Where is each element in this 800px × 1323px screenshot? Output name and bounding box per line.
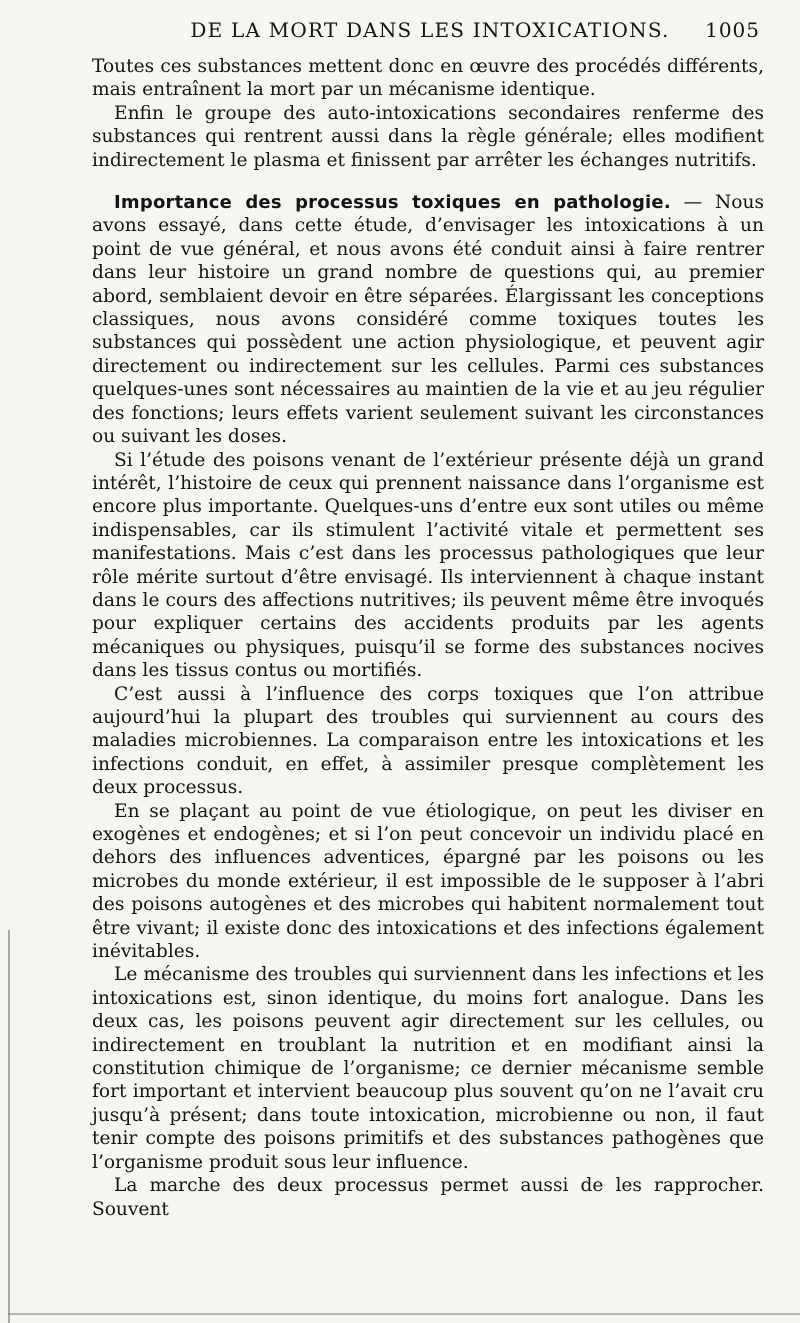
paragraph-2-text: Enfin le groupe des auto-intoxications secondaires renferme des substances qui rentrent aussi dans la règle générale; elles modifient indirectement le plasma et finissent par arrêter les échanges nutritifs. [92, 102, 764, 171]
paragraph-7 [92, 963, 764, 1174]
paragraph-1 [92, 55, 764, 102]
running-head [100, 18, 760, 48]
paragraph-1-text: Toutes ces substances mettent donc en œuvre des procédés différents, mais entraînent la mort par un mécanisme identique. [92, 56, 764, 101]
paragraph-8-text: La marche des deux processus permet aussi de les rapprocher. Souvent [92, 1175, 764, 1220]
paragraph-6-text: En se plaçant au point de vue étiologique, on peut les diviser en exogènes et endogènes; et si l’on peut concevoir un individu placé en dehors des influences adventices, épargné par les poisons ou les microbes du monde extérieur, il est impossible de le supposer à l’abri des poisons autogènes et des microbes qui habitent normalement tout être vivant; il existe donc des intoxications et des infections également inévitables. [92, 800, 764, 963]
page-number: 1005 [705, 18, 760, 42]
paragraph-4-text: Si l’étude des poisons venant de l’extérieur présente déjà un grand intérêt, l’histoire de ceux qui prennent naissance dans l’organisme est encore plus importante. Quelques-uns d’entre eux sont utiles ou même indispensables, car ils stimulent l’activité vitale et permettent ses manifestations. Mais c’est dans les processus pathologiques que leur rôle mérite surtout d’être envisagé. Ils interviennent à chaque instant dans le cours des affections nutritives; ils peuvent même être invoqués pour expliquer certains des accidents produits par les agents mécaniques ou physiques, puisqu’il se forme des substances nocives dans les tissus contus ou mortifiés. [92, 449, 764, 682]
paragraph-3 [92, 191, 764, 448]
paragraph-2 [92, 102, 764, 172]
paragraph-6 [92, 800, 764, 964]
scan-left-rule [8, 930, 10, 1323]
body-text [92, 55, 764, 1221]
section-heading: Importance des processus toxiques en pathologie. [114, 192, 671, 214]
paragraph-3-text: — Nous avons essayé, dans cette étude, d’envisager les intoxications à un point de vue général, et nous avons été conduit ainsi à faire rentrer dans leur histoire un grand nombre de questions qui, au premier abord, semblaient devoir en être séparées. Élargissant les conceptions classiques, nous avons considéré comme toxiques toutes les substances qui possèdent une action physiologique, et peuvent agir directement ou indirectement sur les cellules. Parmi ces substances quelques-unes sont nécessaires au maintien de la vie et au jeu régulier des fonctions; leurs effets varient seulement suivant les circonstances ou suivant les doses. [92, 192, 764, 448]
paragraph-5 [92, 683, 764, 800]
paragraph-8 [92, 1174, 764, 1221]
scan-bottom-rule [8, 1313, 800, 1315]
paragraph-5-text: C’est aussi à l’influence des corps toxiques que l’on attribue aujourd’hui la plupart des troubles qui surviennent au cours des maladies microbiennes. La comparaison entre les intoxications et les infections conduit, en effet, à assimiler presque complètement les deux processus. [92, 683, 764, 799]
paragraph-7-text: Le mécanisme des troubles qui surviennent dans les infections et les intoxications est, sinon identique, du moins fort analogue. Dans les deux cas, les poisons peuvent agir directement sur les cellules, ou indirectement en troublant la nutrition et en modifiant ainsi la constitution chimique de l’organisme; ce dernier mécanisme semble fort important et intervient beaucoup plus souvent qu’on ne l’avait cru jusqu’à présent; dans toute intoxication, microbienne ou non, il faut tenir compte des poisons primitifs et des substances pathogènes que l’organisme produit sous leur influence. [92, 964, 764, 1173]
running-title: DE LA MORT DANS LES INTOXICATIONS. [190, 18, 670, 42]
paragraph-4 [92, 449, 764, 683]
